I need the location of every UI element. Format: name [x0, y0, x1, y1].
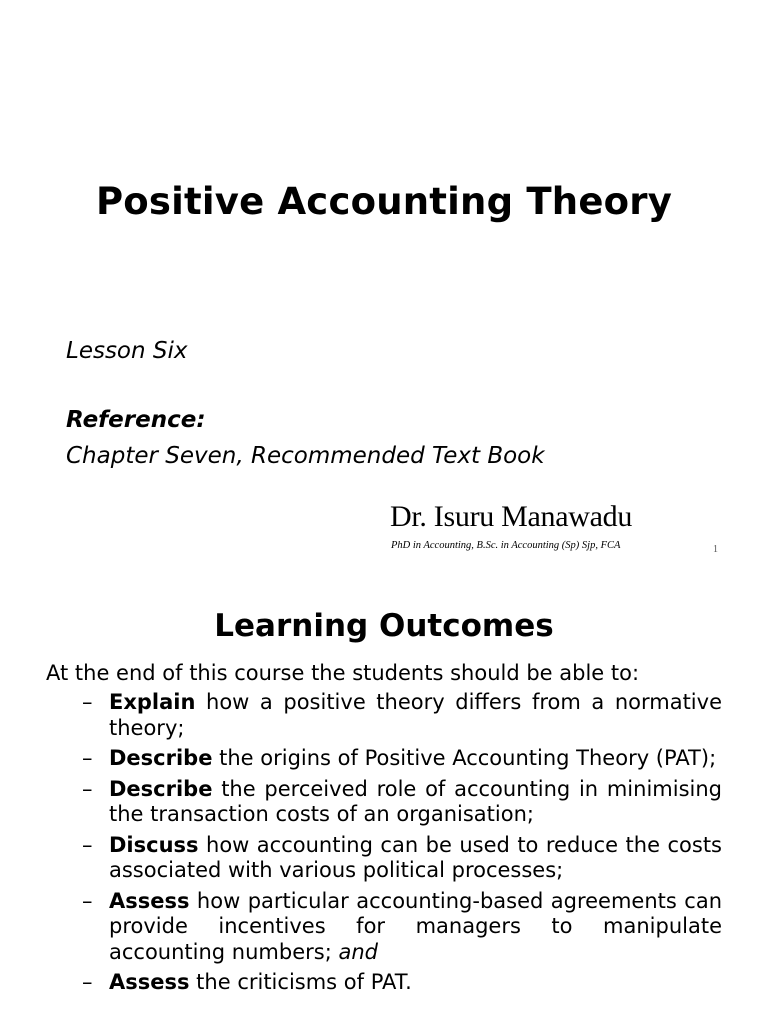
outcome-text: how particular accounting-based agreements can provide incentives for managers to manipulate accounting numbers;	[109, 888, 722, 964]
reference-label: Reference:	[66, 407, 206, 433]
outcome-item	[82, 970, 722, 996]
dash-bullet: –	[82, 776, 93, 801]
outcome-verb: Assess	[109, 888, 190, 913]
dash-bullet: –	[82, 888, 93, 913]
outcome-tail: and	[338, 939, 378, 964]
outcome-text: the criticisms of PAT.	[189, 970, 412, 994]
author-qualifications: PhD in Accounting, B.Sc. in Accounting (Sp) Sjp, FCA	[391, 540, 621, 551]
lesson-label: Lesson Six	[66, 338, 188, 364]
outcome-text: how a positive theory differs from a normative theory;	[109, 690, 722, 740]
outcome-verb: Discuss	[109, 832, 199, 857]
dash-bullet: –	[82, 970, 93, 994]
outcome-verb: Assess	[109, 970, 190, 994]
outcome-text: the origins of Positive Accounting Theory (PAT);	[212, 746, 717, 770]
outcome-verb: Describe	[109, 746, 213, 770]
page-number: 1	[713, 544, 718, 555]
outcome-text: how accounting can be used to reduce the costs associated with various political processes;	[109, 832, 722, 882]
outcome-verb: Describe	[109, 776, 213, 801]
outcome-item	[82, 833, 722, 884]
author-name: Dr. Isuru Manawadu	[390, 500, 633, 533]
outcome-item	[82, 777, 722, 828]
learning-outcomes-slide	[0, 568, 768, 1024]
dash-bullet: –	[82, 690, 93, 714]
outcomes-list	[82, 690, 722, 1001]
outcome-item	[82, 889, 722, 966]
outcome-item	[82, 690, 722, 741]
learning-outcomes-title: Learning Outcomes	[214, 608, 554, 644]
reference-text: Chapter Seven, Recommended Text Book	[66, 443, 545, 469]
outcome-text: the perceived role of accounting in minimising the transaction costs of an organisation;	[109, 776, 722, 826]
intro-text: At the end of this course the students should be able to:	[46, 661, 640, 685]
dash-bullet: –	[82, 832, 93, 857]
outcome-verb: Explain	[109, 690, 196, 714]
slide-title: Positive Accounting Theory	[95, 180, 673, 223]
outcome-item	[82, 746, 722, 772]
dash-bullet: –	[82, 746, 93, 770]
